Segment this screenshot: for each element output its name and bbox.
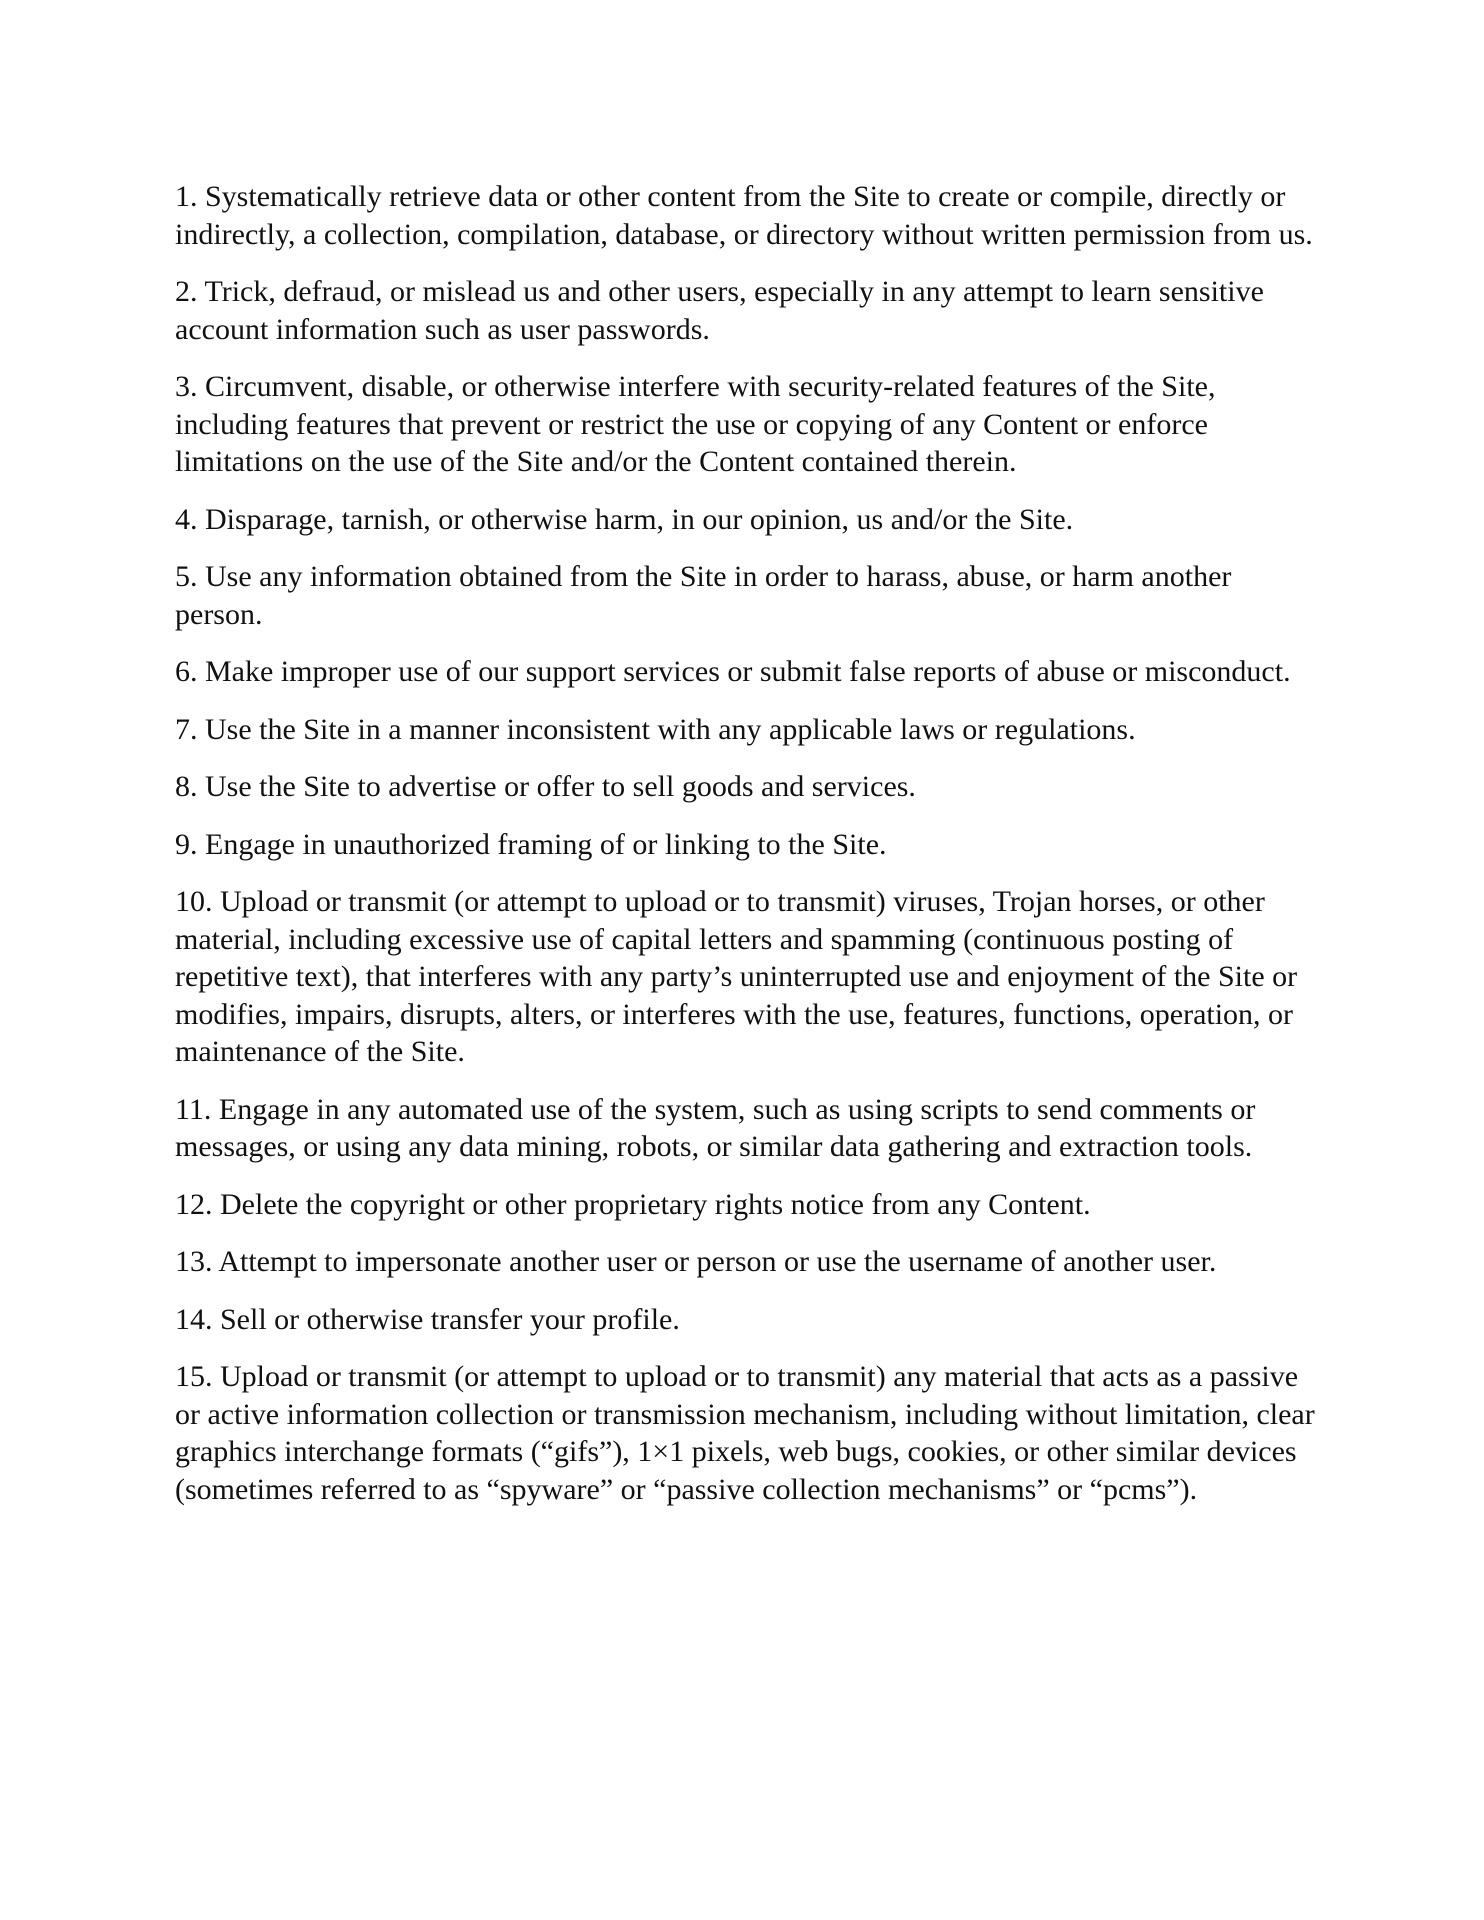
list-item-3: 3. Circumvent, disable, or otherwise interfere with security-related features of the Site, including features that prevent or restrict the use or copying of any Content or enforce limitations on the use of the Site and/or the Content contained therein.: [175, 370, 1216, 478]
list-item-11: 11. Engage in any automated use of the system, such as using scripts to send comments or messages, or using any data mining, robots, or similar data gathering and extraction tools.: [175, 1092, 1256, 1163]
list-item-1: 1. Systematically retrieve data or other content from the Site to create or compile, directly or indirectly, a collection, compilation, database, or directory without written permission from us.: [175, 180, 1313, 251]
list-item-13: 13. Attempt to impersonate another user or person or use the username of another user.: [175, 1245, 1217, 1278]
list-item-10: 10. Upload or transmit (or attempt to upload or to transmit) viruses, Trojan horses, or other material, including excessive use of capital letters and spamming (continuous posting of repetitive text), that interferes with any party’s uninterrupted use and enjoyment of the Site or modifies, impairs, disrupts, alters, or interferes with the use, features, functions, operation, or maintenance of the Site.: [175, 885, 1298, 1068]
list-item-14: 14. Sell or otherwise transfer your profile.: [175, 1302, 680, 1336]
list-item-15: 15. Upload or transmit (or attempt to upload or to transmit) any material that acts as a passive or active information collection or transmission mechanism, including without limitation, clear graphics interchange formats (“gifs”), 1×1 pixels, web bugs, cookies, or other similar devices (sometimes referred to as “spyware” or “passive collection mechanisms” or “pcms”).: [175, 1360, 1315, 1506]
list-item-5: 5. Use any information obtained from the Site in order to harass, abuse, or harm another person.: [175, 560, 1232, 631]
list-item-2: 2. Trick, defraud, or mislead us and other users, especially in any attempt to learn sensitive account information such as user passwords.: [175, 275, 1264, 346]
list-item-6: 6. Make improper use of our support services or submit false reports of abuse or misconduct.: [175, 655, 1291, 688]
list-item-7: 7. Use the Site in a manner inconsistent with any applicable laws or regulations.: [175, 712, 1136, 746]
list-item-12: 12. Delete the copyright or other proprietary rights notice from any Content.: [175, 1187, 1091, 1221]
list-item-9: 9. Engage in unauthorized framing of or linking to the Site.: [175, 827, 887, 861]
list-item-4: 4. Disparage, tarnish, or otherwise harm, in our opinion, us and/or the Site.: [175, 502, 1074, 536]
document-body: [175, 178, 1320, 1528]
list-item-8: 8. Use the Site to advertise or offer to sell goods and services.: [175, 770, 916, 803]
